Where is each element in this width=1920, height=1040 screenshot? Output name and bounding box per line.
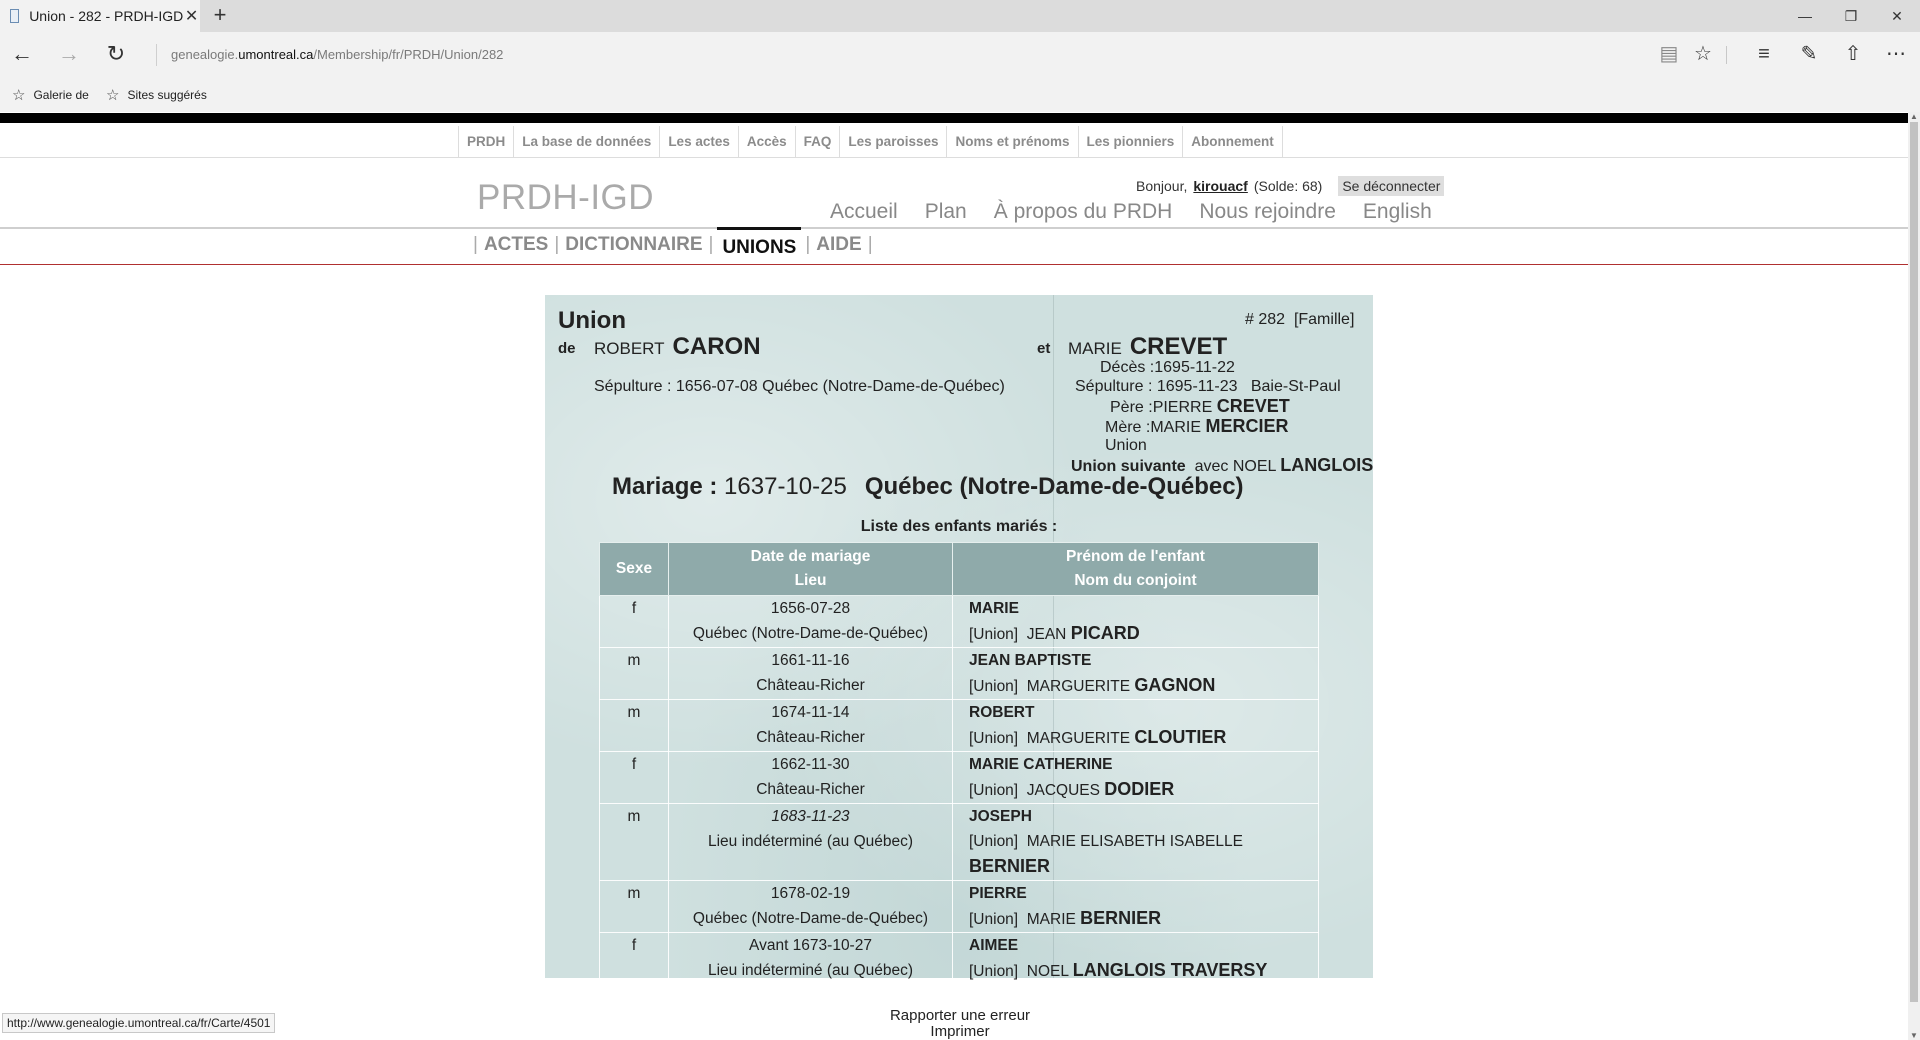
- nav-nous-rejoindre[interactable]: Nous rejoindre: [1199, 200, 1336, 223]
- main-nav: [830, 200, 1432, 224]
- lieu-text: Château-Richer: [756, 677, 865, 694]
- union-number: # 282 [Famille]: [1245, 311, 1355, 328]
- cell-sexe: f: [600, 596, 669, 648]
- spouse2-union-link[interactable]: Union: [1105, 437, 1147, 454]
- spouse1-name[interactable]: ROBERT CARON: [594, 333, 761, 360]
- child-firstname[interactable]: ROBERT: [969, 704, 1035, 721]
- browser-tab[interactable]: [0, 0, 200, 32]
- nav-accueil[interactable]: Accueil: [830, 200, 898, 223]
- lieu-text: Lieu indéterminé (au Québec): [707, 833, 914, 850]
- child-firstname[interactable]: JEAN BAPTISTE: [969, 652, 1092, 669]
- lieu-link[interactable]: Québec (Notre-Dame-de-Québec): [692, 625, 929, 642]
- cell-date-lieu: [669, 933, 953, 985]
- scroll-down-icon[interactable]: ▼: [1910, 1031, 1918, 1040]
- window-close-icon[interactable]: ✕: [1891, 8, 1903, 24]
- spouse2-union-suivante[interactable]: Union suivante avec NOEL LANGLOIS: [1071, 455, 1374, 475]
- spouse-union-link[interactable]: [Union] JACQUES DODIER: [969, 779, 1175, 799]
- cell-child: [953, 596, 1319, 648]
- child-firstname[interactable]: MARIE CATHERINE: [969, 756, 1113, 773]
- date-text: Avant 1673-10-27: [749, 937, 872, 954]
- more-icon[interactable]: ⋯: [1886, 43, 1906, 65]
- logout-button[interactable]: Se déconnecter: [1338, 176, 1444, 196]
- spouse1-sepulture: Sépulture : 1656-07-08 Québec (Notre-Dame-de-Québec): [594, 378, 1005, 395]
- user-area: [1136, 176, 1444, 196]
- union-panel: [545, 295, 1373, 978]
- cell-date-lieu: [669, 804, 953, 881]
- date-text: 1656-07-28: [770, 600, 851, 617]
- cell-sexe: m: [600, 881, 669, 933]
- de-label: de: [558, 340, 576, 357]
- topnav-faq[interactable]: FAQ: [796, 126, 841, 158]
- children-table: [599, 542, 1319, 985]
- lieu-text: Château-Richer: [756, 781, 865, 798]
- cell-date-lieu: [669, 596, 953, 648]
- topnav-base-de-donnees[interactable]: La base de données: [514, 126, 660, 158]
- divider: [0, 227, 1908, 229]
- cell-sexe: f: [600, 752, 669, 804]
- site-logo[interactable]: PRDH-IGD: [477, 178, 655, 217]
- table-row: [600, 648, 1319, 700]
- print-link[interactable]: Imprimer: [930, 1023, 990, 1040]
- cell-date-lieu: [669, 881, 953, 933]
- table-row: [600, 804, 1319, 881]
- new-tab-button[interactable]: +: [213, 2, 227, 27]
- table-row: [600, 700, 1319, 752]
- hub-icon[interactable]: ≡: [1758, 43, 1770, 65]
- cell-child: [953, 752, 1319, 804]
- username-link[interactable]: kirouacf: [1193, 178, 1248, 194]
- union-title: Union: [558, 307, 626, 334]
- spouse2-pere[interactable]: Père :PIERRE CREVET: [1110, 396, 1290, 416]
- col-header-prenom-conjoint: Prénom de l'enfant Nom du conjoint: [953, 543, 1319, 596]
- browser-toolbar: [0, 32, 1920, 76]
- topnav-les-paroisses[interactable]: Les paroisses: [840, 126, 947, 158]
- table-row: [600, 933, 1319, 985]
- spouse2-name[interactable]: MARIE CREVET: [1068, 333, 1228, 360]
- cell-date-lieu: [669, 752, 953, 804]
- address-field[interactable]: genealogie.umontreal.ca/Membership/fr/PRDH/Union/282: [156, 44, 1621, 66]
- footer-links: [0, 1008, 1920, 1040]
- date-text: 1674-11-14: [771, 704, 850, 721]
- date-text: 1678-02-19: [770, 885, 851, 902]
- topnav-les-actes[interactable]: Les actes: [660, 126, 739, 158]
- favorites-bar: [0, 76, 1920, 112]
- favorite-sites-suggeres[interactable]: ☆ Sites suggérés: [106, 87, 207, 104]
- spouse-union-link[interactable]: [Union] MARGUERITE CLOUTIER: [969, 727, 1227, 747]
- section-actes[interactable]: ACTES: [483, 234, 549, 255]
- divider: [0, 157, 1908, 158]
- table-row: [600, 752, 1319, 804]
- lieu-text: Lieu indéterminé (au Québec): [707, 962, 914, 979]
- browser-tabbar: [0, 0, 1920, 32]
- cell-sexe: f: [600, 933, 669, 985]
- cell-date-lieu: [669, 648, 953, 700]
- spouse2-mere[interactable]: Mère :MARIE MERCIER: [1105, 416, 1289, 436]
- cell-child: [953, 700, 1319, 752]
- topnav-les-pionniers[interactable]: Les pionniers: [1079, 126, 1184, 158]
- section-unions[interactable]: UNIONS: [717, 227, 801, 263]
- spouse-union-link[interactable]: [Union] NOEL LANGLOIS TRAVERSY: [969, 960, 1268, 980]
- favorite-star-icon[interactable]: ☆: [1694, 43, 1712, 65]
- tab-title: Union - 282 - PRDH-IGD: [29, 8, 184, 24]
- site-top-nav: [458, 126, 1283, 158]
- spouse-union-link[interactable]: [Union] MARIE BERNIER: [969, 908, 1162, 928]
- scroll-thumb[interactable]: [1910, 122, 1918, 1002]
- balance-text: (Solde: 68): [1253, 178, 1323, 194]
- report-error-link[interactable]: Rapporter une erreur: [889, 1007, 1031, 1024]
- topnav-abonnement[interactable]: Abonnement: [1183, 126, 1283, 158]
- topnav-acces[interactable]: Accès: [739, 126, 796, 158]
- page-top-bar: [0, 113, 1908, 123]
- cell-date-lieu: [669, 700, 953, 752]
- scroll-up-icon[interactable]: ▲: [1910, 112, 1918, 121]
- spouse2-sepulture: Sépulture : 1695-11-23 Baie-St-Paul: [1075, 378, 1341, 395]
- topnav-noms-et-prenoms[interactable]: Noms et prénoms: [947, 126, 1078, 158]
- table-row: [600, 881, 1319, 933]
- topnav-prdh[interactable]: PRDH: [459, 126, 514, 158]
- famille-link[interactable]: [Famille]: [1293, 311, 1355, 328]
- nav-plan[interactable]: Plan: [924, 200, 967, 223]
- lieu-text: Château-Richer: [756, 729, 865, 746]
- spouse-union-link[interactable]: [Union] MARGUERITE GAGNON: [969, 675, 1216, 695]
- et-label: et: [1037, 340, 1051, 357]
- divider: [0, 264, 1908, 265]
- star-icon: ☆: [12, 87, 26, 104]
- mariage-line: Mariage : 1637-10-25 Québec (Notre-Dame-de-Québec): [612, 473, 1244, 500]
- table-row: [600, 596, 1319, 648]
- restore-icon[interactable]: ❐: [1844, 8, 1858, 24]
- reading-view-icon[interactable]: ▤: [1659, 43, 1679, 65]
- spouse-union-link[interactable]: [Union] MARIE ELISABETH ISABELLE BERNIER: [969, 833, 1243, 876]
- page-favicon-icon: [10, 9, 19, 23]
- cell-child: [953, 881, 1319, 933]
- share-icon[interactable]: ⇧: [1844, 43, 1862, 65]
- star-icon: ☆: [106, 87, 120, 104]
- child-firstname[interactable]: AIMEE: [969, 937, 1019, 954]
- refresh-icon[interactable]: ↻: [106, 41, 126, 66]
- cell-child: [953, 804, 1319, 881]
- child-firstname[interactable]: JOSEPH: [969, 808, 1032, 825]
- children-list-title: Liste des enfants mariés :: [860, 518, 1058, 535]
- web-note-icon[interactable]: ✎: [1800, 43, 1818, 65]
- child-firstname[interactable]: PIERRE: [969, 885, 1027, 902]
- cell-child: [953, 648, 1319, 700]
- cell-sexe: m: [600, 648, 669, 700]
- lieu-text: Québec (Notre-Dame-de-Québec): [692, 910, 929, 927]
- cell-child: [953, 933, 1319, 985]
- favorite-galerie[interactable]: ☆ Galerie de: [12, 87, 89, 104]
- date-text: 1662-11-30: [771, 756, 850, 773]
- back-icon[interactable]: ←: [11, 41, 33, 66]
- col-header-date-lieu: Date de mariage Lieu: [669, 543, 953, 596]
- greeting-text: Bonjour,: [1136, 178, 1188, 194]
- spouse2-deces: Décès :1695-11-22: [1100, 359, 1235, 376]
- spouse-union-link[interactable]: [Union] JEAN PICARD: [969, 623, 1140, 643]
- forward-icon[interactable]: →: [58, 41, 80, 66]
- minimize-icon[interactable]: —: [1798, 8, 1812, 24]
- nav-a-propos[interactable]: À propos du PRDH: [993, 200, 1173, 223]
- date-text: 1683-11-23: [771, 808, 850, 825]
- child-firstname[interactable]: MARIE: [969, 600, 1019, 617]
- section-dictionnaire[interactable]: DICTIONNAIRE: [565, 234, 703, 255]
- section-aide[interactable]: AIDE: [816, 234, 862, 255]
- cell-sexe: m: [600, 700, 669, 752]
- section-nav: | ACTES | DICTIONNAIRE | UNIONS | AIDE |: [469, 227, 877, 263]
- col-header-sexe: Sexe: [600, 543, 669, 596]
- cell-sexe: m: [600, 804, 669, 881]
- tab-close-icon[interactable]: ✕: [184, 8, 199, 25]
- status-bar-url: http://www.genealogie.umontreal.ca/fr/Carte/4501: [2, 1013, 275, 1033]
- vertical-scrollbar[interactable]: [1908, 112, 1920, 1040]
- nav-english[interactable]: English: [1362, 200, 1432, 223]
- date-text: 1661-11-16: [771, 652, 850, 669]
